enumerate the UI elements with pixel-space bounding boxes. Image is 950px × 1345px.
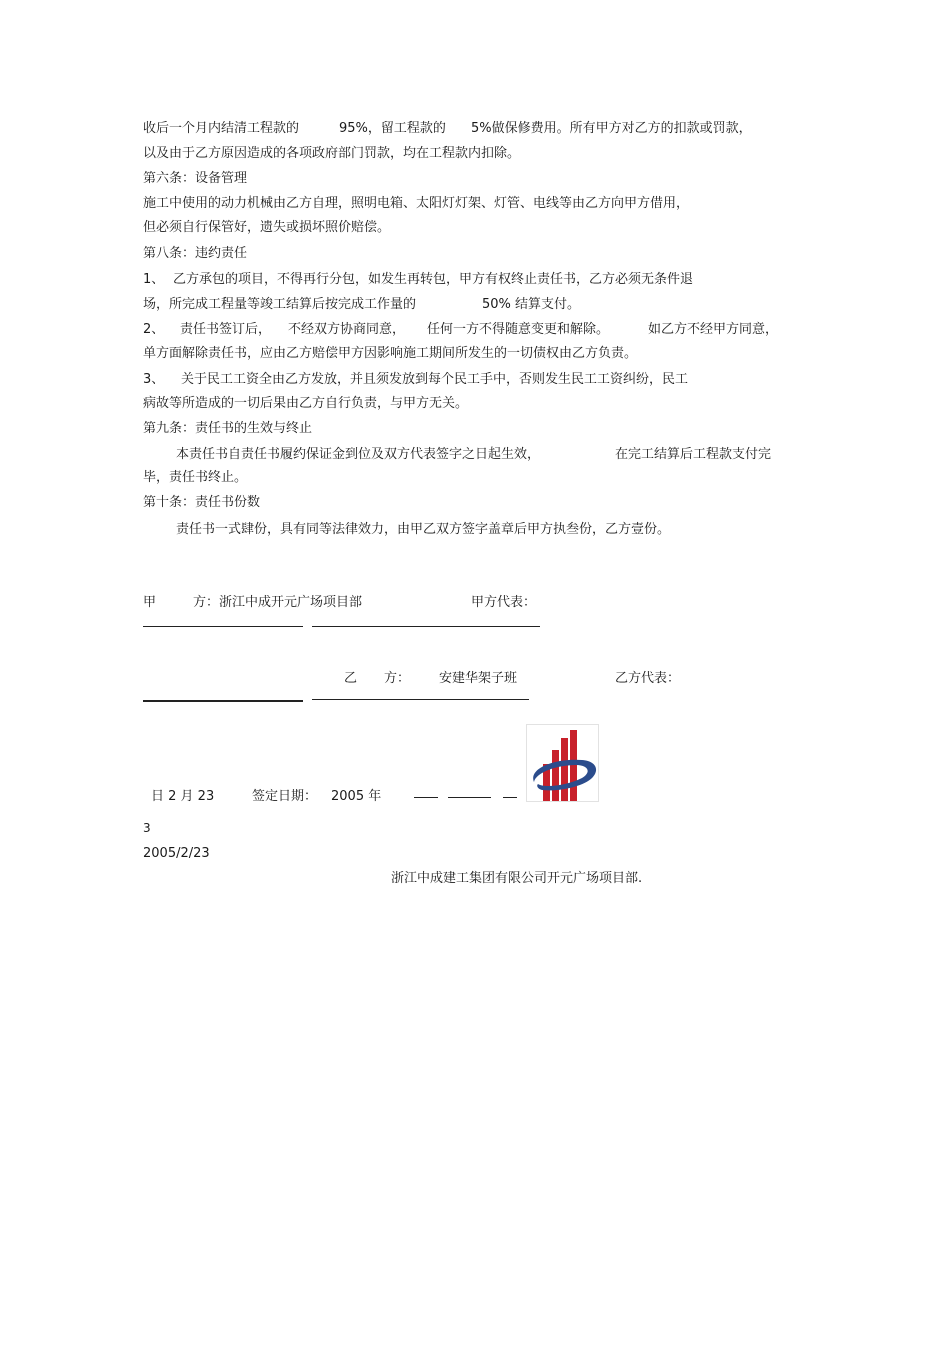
party-a-representative-line — [312, 626, 540, 627]
article-9-heading: 第九条：责任书的生效与终止 — [143, 421, 313, 436]
item-2-line1-b: 不经双方协商同意， — [288, 322, 406, 337]
party-a-representative-label: 甲方代表： — [471, 595, 537, 610]
item-2-line1-d: 如乙方不经甲方同意， — [648, 322, 779, 337]
article-6-line2: 但必须自行保管好，遗失或损坏照价赔偿。 — [143, 220, 391, 235]
page-number: 3 — [143, 821, 151, 835]
article-10-line1: 责任书一式肆份，具有同等法律效力，由甲乙双方签字盖章后甲方执叁份，乙方壹份。 — [176, 522, 671, 537]
item-1-line2-b: 50% 结算支付。 — [482, 297, 581, 312]
date-fragment: 日 2 月 23 — [151, 789, 215, 804]
party-a-label: 甲 — [143, 595, 157, 610]
item-1-line2-a: 场，所完成工程量等竣工结算后按完成工作量的 — [143, 297, 417, 312]
item-1-number: 1、 — [143, 272, 165, 287]
article-6-heading: 第六条：设备管理 — [143, 171, 248, 186]
party-b-name-line — [312, 699, 529, 700]
para1-line2: 以及由于乙方原因造成的各项政府部门罚款，均在工程款内扣除。 — [143, 146, 521, 161]
item-3-line1: 关于民工工资全由乙方发放，并且须发放到每个民工手中，否则发生民工工资纠纷，民工 — [181, 372, 689, 387]
party-a-signature-line — [143, 626, 303, 627]
article-9-line1-a: 本责任书自责任书履约保证金到位及双方代表签字之日起生效， — [176, 447, 541, 462]
article-10-heading: 第十条：责任书份数 — [143, 495, 261, 510]
item-3-line2: 病故等所造成的一切后果由乙方自行负责，与甲方无关。 — [143, 396, 469, 411]
stamp-date: 2005/2/23 — [143, 846, 210, 861]
party-b-representative-label: 乙方代表： — [615, 671, 681, 686]
date-extra-line — [503, 797, 517, 798]
para1-line1-a: 收后一个月内结清工程款的 — [143, 121, 300, 136]
sign-date-year: 2005 年 — [331, 789, 382, 804]
company-logo-icon — [526, 724, 599, 802]
sign-date-label: 签定日期： — [252, 789, 318, 804]
date-day-line — [448, 797, 491, 798]
company-name: 浙江中成建工集团有限公司开元广场项目部. — [391, 871, 643, 886]
para1-line1-b: 95%，留工程款的 — [339, 121, 446, 136]
item-2-line1-c: 任何一方不得随意变更和解除。 — [427, 322, 610, 337]
party-b-label: 乙 — [344, 671, 358, 686]
article-9-line2: 毕，责任书终止。 — [143, 470, 248, 485]
article-9-line1-b: 在完工结算后工程款支付完 — [615, 447, 772, 462]
item-2-number: 2、 — [143, 322, 165, 337]
party-b-label-suffix: 方： — [384, 671, 411, 686]
article-6-line1: 施工中使用的动力机械由乙方自理，照明电箱、太阳灯灯架、灯管、电线等由乙方向甲方借用， — [143, 196, 690, 211]
party-a-name: 方：浙江中成开元广场项目部 — [193, 595, 363, 610]
date-month-line — [414, 797, 438, 798]
item-2-line2: 单方面解除责任书，应由乙方赔偿甲方因影响施工期间所发生的一切债权由乙方负责。 — [143, 346, 638, 361]
item-3-number: 3、 — [143, 372, 165, 387]
item-2-line1-a: 责任书签订后， — [180, 322, 272, 337]
party-b-name: 安建华架子班 — [439, 671, 518, 686]
para1-line1-c: 5%做保修费用。所有甲方对乙方的扣款或罚款， — [471, 121, 752, 136]
party-b-signature-line — [143, 700, 303, 702]
item-1-line1: 乙方承包的项目，不得再行分包，如发生再转包，甲方有权终止责任书，乙方必须无条件退 — [173, 272, 694, 287]
article-8-heading: 第八条：违约责任 — [143, 246, 248, 261]
